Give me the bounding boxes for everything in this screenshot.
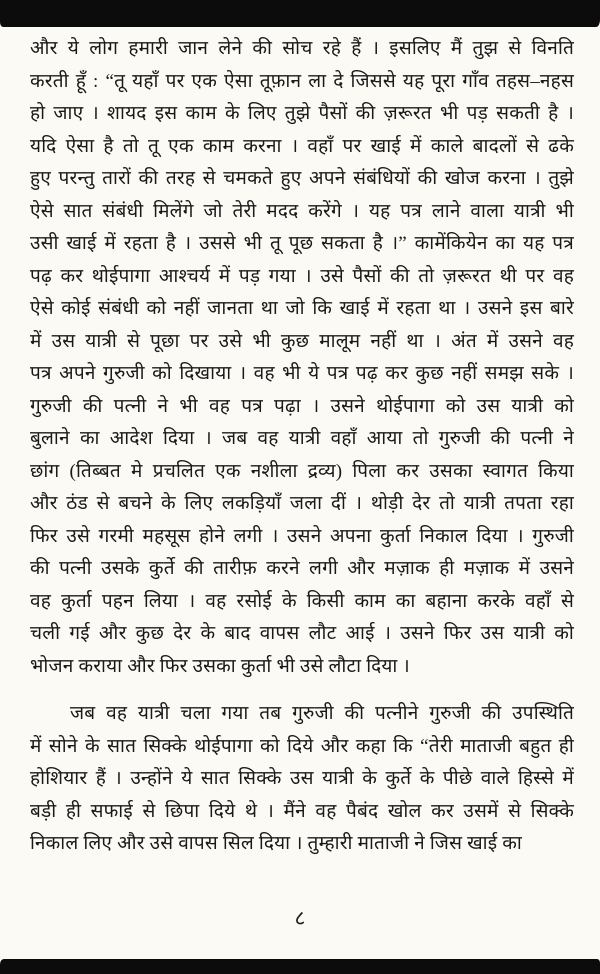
page-number: ८ [294, 906, 306, 930]
text-block [30, 33, 574, 861]
text-line: उसी खाई में रहता है । उससे भी तू पूछ सकता है ।” कामेंकियेन का यह पत्र [30, 233, 574, 254]
text-line: निकाल लिए और उसे वापस सिल दिया । तुम्हारी माताजी ने जिस खाई का [30, 833, 522, 854]
text-line: बड़ी ही सफाई से छिपा दिये थे । मैंने वह पैबंद खोल कर उसमें से सिक्के [30, 800, 574, 822]
text-line: और ये लोग हमारी जान लेने की सोच रहे हैं । इसलिए मैं तुझ से विनति [30, 38, 574, 59]
text-line: वह कुर्ता पहन लिया । वह रसोई के किसी काम का बहाना करके वहाँ से [30, 590, 574, 612]
text-line: होशियार हैं । उन्होंने ये सात सिक्के उस यात्री के कुर्ते के पीछे वाले हिस्से में [30, 768, 574, 789]
text-line: यदि ऐसा है तो तू एक काम करना । वहाँ पर खाई में काले बादलों से ढके [30, 135, 574, 157]
text-line: ऐसे कोई संबंधी को नहीं जानता था जो कि खाई में रहता था । उसने इस बारे [30, 298, 574, 319]
text-line: छांग (तिब्बत मे प्रचलित एक नशीला द्रव्य) पिला कर उसका स्वागत किया [30, 460, 574, 482]
text-line: हो जाए । शायद इस काम के लिए तुझे पैसों की ज़रूरत भी पड़ सकती है । [30, 103, 574, 124]
scan-edge-bottom [0, 959, 600, 974]
text-line: पढ़ कर थोईपागा आश्चर्य में पड़ गया । उसे पैसों की तो ज़रूरत थी पर वह [30, 265, 574, 287]
text-line: पत्र अपने गुरुजी को दिखाया । वह भी ये पत्र पढ़ कर कुछ नहीं समझ सके । [30, 363, 574, 384]
paragraph [30, 698, 574, 861]
text-line: फिर उसे गरमी महसूस होने लगी । उसने अपना कुर्ता निकाल दिया । गुरुजी [30, 525, 574, 547]
text-line: में सोने के सात सिक्के थोईपागा को दिये और कहा कि “तेरी माताजी बहुत ही [30, 735, 574, 757]
text-line: करती हूँ : “तू यहाँ पर एक ऐसा तूफ़ान ला दे जिससे यह पूरा गाँव तहस–नहस [30, 70, 574, 92]
text-line: गुरुजी की पत्नी ने भी वह पत्र पढ़ा । उसने थोईपागा को उस यात्री को [30, 395, 574, 417]
text-line: भोजन कराया और फिर उसका कुर्ता भी उसे लौटा दिया । [30, 655, 410, 677]
text-line: हुए परन्तु तारों की तरह से चमकते हुए अपने संबंधियों की खोज करना । तुझे [30, 168, 574, 189]
text-line: और ठंड से बचने के लिए लकड़ियाँ जला दीं । थोड़ी देर तो यात्री तपता रहा [30, 493, 574, 514]
text-line: की पत्नी उसके कुर्ते की तारीफ़ करने लगी और मज़ाक ही मज़ाक में उसने [30, 558, 574, 579]
text-line: ऐसे सात संबंधी मिलेंगे जो तेरी मदद करेंगे । यह पत्र लाने वाला यात्री भी [30, 200, 574, 222]
text-line: बुलाने का आदेश दिया । जब वह यात्री वहाँ आया तो गुरुजी की पत्नी ने [30, 428, 574, 449]
paragraph [30, 33, 574, 683]
scan-edge-top [0, 0, 600, 27]
text-line: जब वह यात्री चला गया तब गुरुजी की पत्नीने गुरुजी की उपस्थिति [70, 703, 574, 724]
text-line: में उस यात्री से पूछा पर उसे भी कुछ मालूम नहीं था । अंत में उसने वह [30, 330, 574, 352]
text-line: चली गई और कुछ देर के बाद वापस लौट आई । उसने फिर उस यात्री को [30, 623, 574, 644]
